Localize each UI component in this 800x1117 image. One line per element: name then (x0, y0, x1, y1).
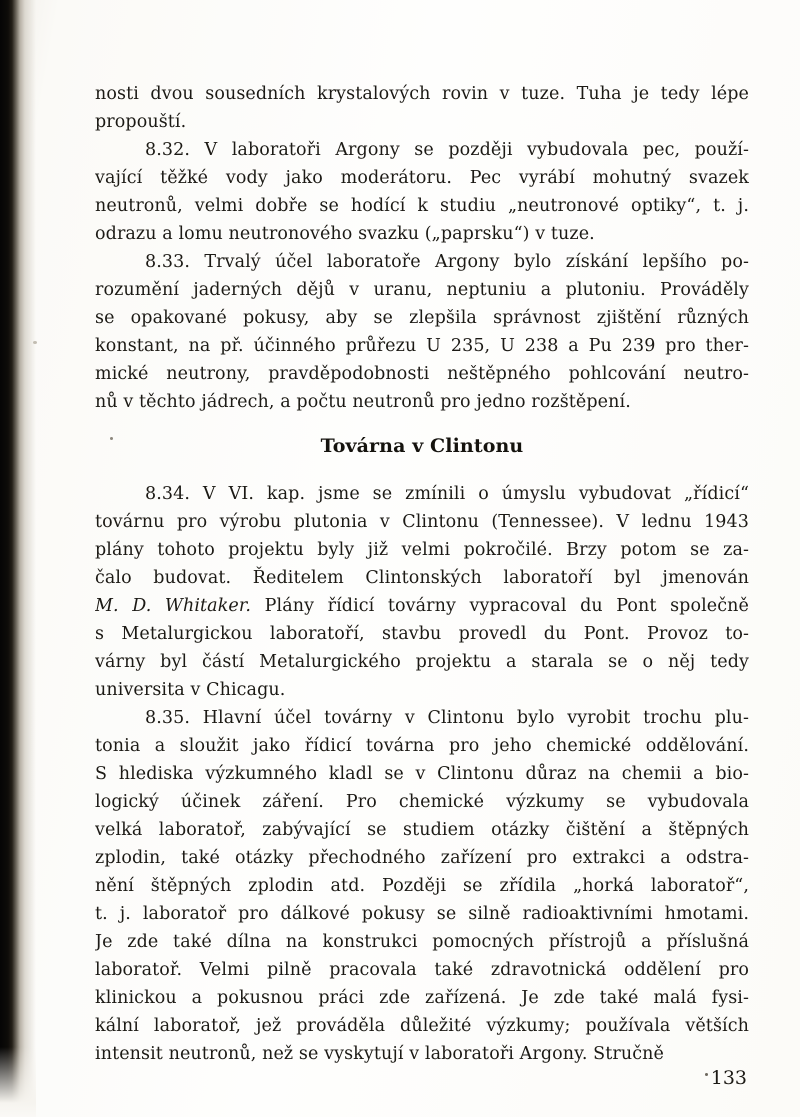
page-number: 133 (710, 1067, 747, 1089)
text-line: universita v Chicagu. (95, 680, 286, 700)
section-heading: Továrna v Clintonu (320, 435, 524, 457)
text-line: se opakované pokusy, aby se zlepšila správnost zjištění různých (95, 308, 749, 328)
text-line: 8.34. V VI. kap. jsme se zmínili o úmyslu vybudovat „řídicí“ (145, 484, 749, 504)
text-line: klinickou a pokusnou práci zde zařízená. Je zde také malá fysi- (95, 988, 749, 1008)
text-line: plány tohoto projektu byly již velmi pokročilé. Brzy potom se za- (95, 540, 749, 560)
text-line: neutronů, velmi dobře se hodící k studiu „neutronové optiky“, t. j. (95, 196, 749, 216)
text-line: velká laboratoř, zabývající se studiem otázky čištění a štěpných (95, 820, 749, 840)
text-line: t. j. laboratoř pro dálkové pokusy se silně radioaktivními hmotami. (95, 904, 749, 924)
text-line: zplodin, také otázky přechodného zařízení pro extrakci a odstra- (95, 848, 749, 868)
text-line: 8.35. Hlavní účel továrny v Clintonu bylo vyrobit trochu plu- (145, 708, 749, 728)
text-line: várny byl částí Metalurgického projektu a starala se o něj tedy (95, 652, 749, 672)
text-segment: Plány řídicí továrny vypracoval du Pont společně (251, 596, 749, 616)
text-line: továrnu pro výrobu plutonia v Clintonu (Tennessee). V lednu 1943 (95, 512, 749, 532)
paper-speck (33, 341, 37, 344)
text-line: nů v těchto jádrech, a počtu neutronů pro jedno rozštěpení. (95, 392, 631, 412)
paper-speck (705, 1073, 708, 1076)
text-line: konstant, na př. účinného průřezu U 235, U 238 a Pu 239 pro ther- (95, 336, 749, 356)
text-line: vající těžké vody jako moderátoru. Pec vyrábí mohutný svazek (95, 168, 749, 188)
text-line: rozumění jaderných dějů v uranu, neptuniu a plutoniu. Prováděly (95, 280, 749, 300)
text-line: odrazu a lomu neutronového svazku („paprsku“) v tuze. (95, 224, 595, 244)
text-line: laboratoř. Velmi pilně pracovala také zdravotnická oddělení pro (95, 960, 749, 980)
text-line: čalo budovat. Ředitelem Clintonských laboratoří byl jmenován (95, 568, 749, 588)
text-line: nění štěpných zplodin atd. Později se zřídila „horká laboratoř“, (95, 876, 749, 896)
binding-shadow (0, 0, 36, 1117)
text-block (95, 80, 749, 1068)
text-line: Je zde také dílna na konstrukci pomocných přístrojů a příslušná (95, 932, 749, 952)
text-line: logický účinek záření. Pro chemické výzkumy se vybudovala (95, 792, 749, 812)
italic-text: M. D. Whitaker. (95, 596, 252, 616)
text-line: 8.32. V laboratoři Argony se později vybudovala pec, použí- (145, 140, 749, 160)
text-line (95, 592, 749, 620)
text-line: intensit neutronů, než se vyskytují v laboratoři Argony. Stručně (95, 1044, 664, 1064)
text-line: 8.33. Trvalý účel laboratoře Argony bylo získání lepšího po- (145, 252, 749, 272)
text-line: kální laboratoř, jež prováděla důležité výzkumy; používala větších (95, 1016, 749, 1036)
text-line: s Metalurgickou laboratoří, stavbu provedl du Pont. Provoz to- (95, 624, 749, 644)
text-line: S hlediska výzkumného kladl se v Clintonu důraz na chemii a bio- (95, 764, 749, 784)
text-line: propouští. (95, 112, 187, 132)
text-line: tonia a sloužit jako řídicí továrna pro jeho chemické oddělování. (95, 736, 749, 756)
text-line: nosti dvou sousedních krystalových rovin v tuze. Tuha je tedy lépe (95, 84, 749, 104)
text-line: mické neutrony, pravděpodobnosti neštěpného pohlcování neutro- (95, 364, 749, 384)
